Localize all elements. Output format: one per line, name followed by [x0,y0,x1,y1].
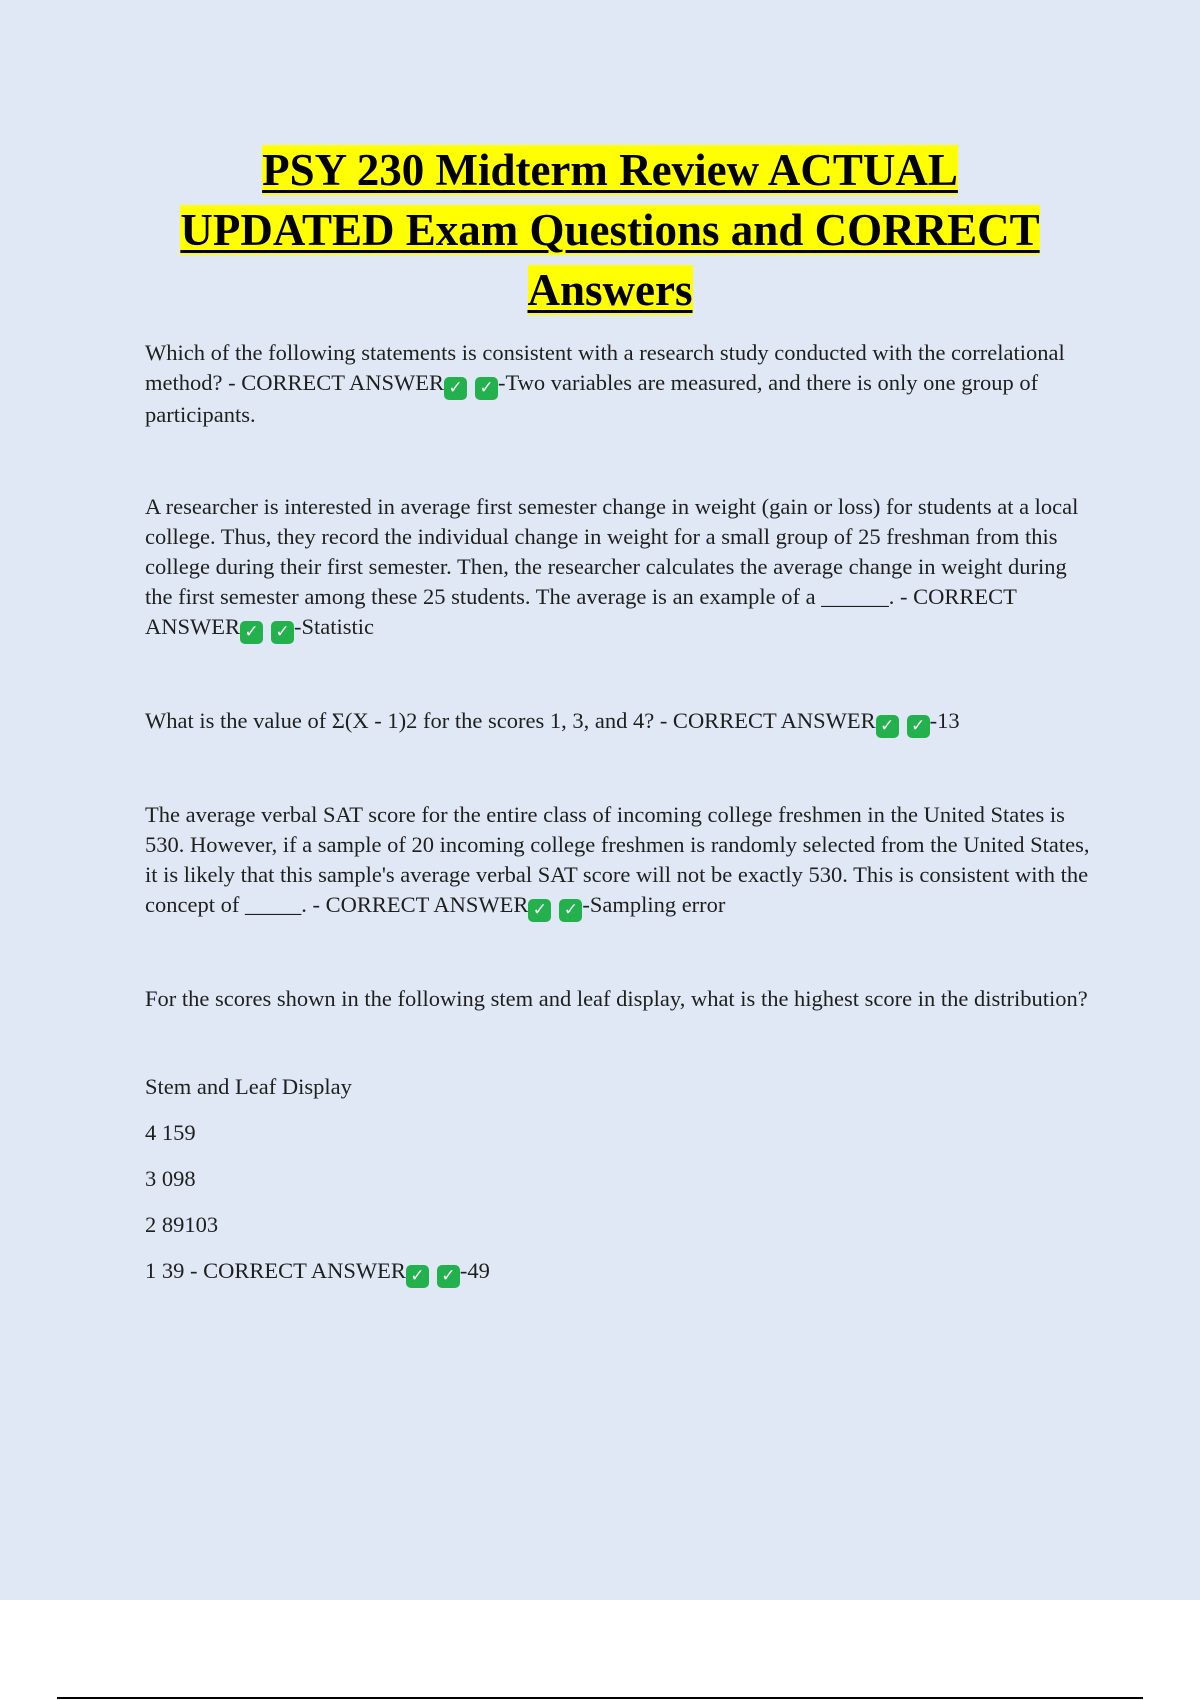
answer-text: -49 [459,1258,490,1283]
title-line-1: PSY 230 Midterm Review ACTUAL [262,145,958,195]
question-text: For the scores shown in the following stem and leaf display, what is the highest score in the distribution? [145,986,1088,1011]
check-mark-icon: ✓ [528,899,551,922]
stem-leaf-row: 4 159 [145,1120,196,1145]
qa-item [145,338,1090,430]
answer-text: -13 [929,708,960,733]
stem-leaf-row: 1 39 [145,1258,185,1283]
stem-leaf-heading: Stem and Leaf Display [145,1074,352,1099]
question-text: A researcher is interested in average first semester change in weight (gain or loss) for students at a local college. Thus, they record the individual change in weight for a small group of 25 freshman from this college during their first semester. Then, the researcher calculates the average change in weight during the first semester among these 25 students. The average is an example of a ______. [145,494,1079,609]
correct-answer-label: - CORRECT ANSWER [312,892,529,917]
check-mark-icon: ✓ [271,621,294,644]
correct-answer-label: - CORRECT ANSWER [190,1258,406,1283]
check-mark-icon: ✓ [444,377,467,400]
check-mark-icon: ✓ [406,1265,429,1288]
check-mark-icon: ✓ [475,377,498,400]
stem-leaf-row: 3 098 [145,1166,196,1191]
stem-leaf-display [145,1072,1090,1288]
stem-leaf-answer-row [145,1256,1090,1288]
check-mark-icon: ✓ [559,899,582,922]
question-text: The average verbal SAT score for the entire class of incoming college freshmen in the United States is 530. However, if a sample of 20 incoming college freshmen is randomly selected from the United States, it is likely that this sample's average verbal SAT score will not be exactly 530. This is consistent with the concept of _____. [145,802,1090,917]
check-mark-icon: ✓ [437,1265,460,1288]
qa-item [145,984,1090,1014]
correct-answer-label: - CORRECT ANSWER [659,708,876,733]
title-line-2: UPDATED Exam Questions and CORRECT [180,205,1040,255]
stem-leaf-row: 2 89103 [145,1212,219,1237]
answer-text: -Sampling error [582,892,726,917]
footer-divider [57,1697,1143,1699]
check-mark-icon: ✓ [876,715,899,738]
document-body [145,338,1090,1304]
correct-answer-label: - CORRECT ANSWER [228,370,444,395]
qa-item [145,492,1090,644]
check-mark-icon: ✓ [240,621,263,644]
qa-item [145,706,1090,738]
question-text: Which of the following statements is consistent with a research study conducted with the correlational method? [145,340,1065,395]
document-title [110,140,1110,320]
check-mark-icon: ✓ [907,715,930,738]
qa-item [145,800,1090,922]
question-text: What is the value of Σ(X - 1)2 for the scores 1, 3, and 4? [145,708,655,733]
answer-text: -Two variables are measured, and there is only one group of participants. [145,370,1039,427]
correct-answer-label: - CORRECT ANSWER [145,584,1017,639]
answer-text: -Statistic [294,614,374,639]
title-line-3: Answers [527,265,693,315]
